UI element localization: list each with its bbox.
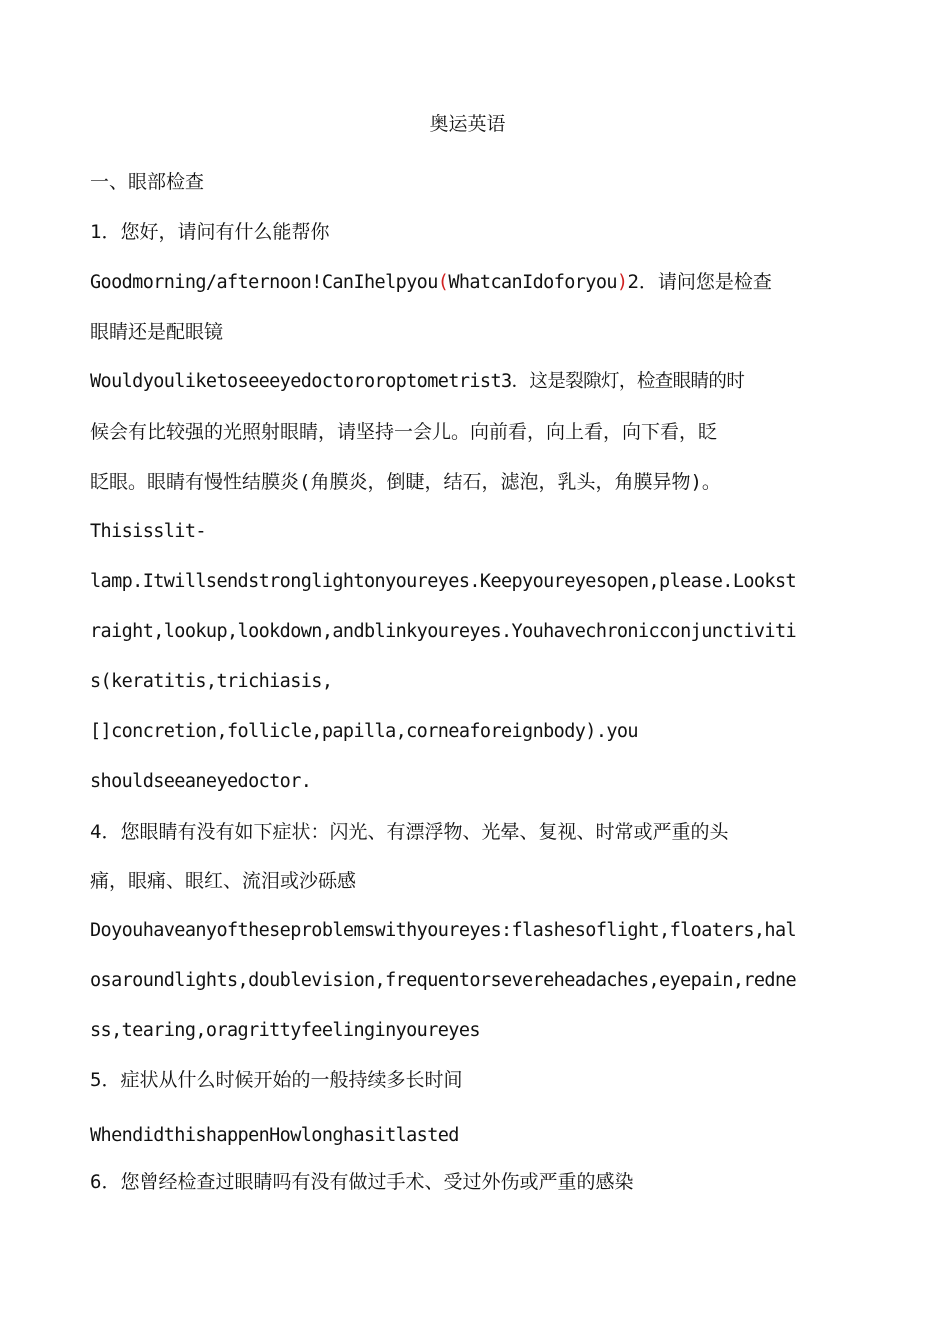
answer-4-line-3: ss,tearing,oragrittyfeelinginyoureyes [90,1020,480,1041]
answer-1-text: Goodmorning/afternoon!CanIhelpyou [90,272,438,293]
answer-4-line-2: osaroundlights,doublevision,frequentorsevereheadaches,eyepain,redne [90,970,797,991]
paren-close: ) [616,272,628,293]
question-4-line-1: 4．您眼睛有没有如下症状：闪光、有漂浮物、光晕、复视、时常或严重的头 [90,821,729,843]
document-title: 奥运英语 [429,113,506,135]
answer-3-line-5: []concretion,follicle,papilla,corneaforeignbody).you [90,721,638,742]
answer-5: WhendidthishappenHowlonghasitlasted [90,1125,459,1146]
question-1: 1．您好，请问有什么能帮你 [90,221,330,243]
answer-3-line-4: s(keratitis,trichiasis, [90,671,333,692]
question-6: 6．您曾经检查过眼睛吗有没有做过手术、受过外伤或严重的感染 [90,1171,634,1193]
paren-open: ( [437,272,449,293]
answer-1-alt: WhatcanIdoforyou [448,272,617,293]
question-4-line-2: 痛，眼痛、眼红、流泪或沙砾感 [90,870,357,892]
question-2-end: 眼睛还是配眼镜 [90,321,224,343]
answer-1-line [90,269,860,295]
answer-3-line-6: shouldseeaneyedoctor. [90,771,312,792]
question-3-line-3: 眨眼。眼睛有慢性结膜炎(角膜炎，倒睫，结石，滤泡，乳头，角膜异物)。 [90,471,721,493]
question-2-start: 2．请问您是检查 [627,271,772,293]
answer-3-line-2: lamp.Itwillsendstronglightonyoureyes.Keepyoureyesopen,please.Lookst [90,571,797,592]
question-3-line-2: 候会有比较强的光照射眼睛，请坚持一会儿。向前看，向上看，向下看，眨 [90,421,718,443]
answer-3-line-1: Thisisslit- [90,521,206,542]
question-5: 5．症状从什么时候开始的一般持续多长时间 [90,1069,463,1091]
answer-2-and-q3: Wouldyouliketoseeeyedoctororoptometrist3．这是裂隙灯，检查眼睛的时 [90,371,745,392]
answer-4-line-1: Doyouhaveanyoftheseproblemswithyoureyes:flashesoflight,floaters,hal [90,920,797,941]
section-heading: 一、眼部检查 [90,171,205,193]
answer-3-line-3: raight,lookup,lookdown,andblinkyoureyes.Youhavechronicconjunctiviti [90,621,797,642]
